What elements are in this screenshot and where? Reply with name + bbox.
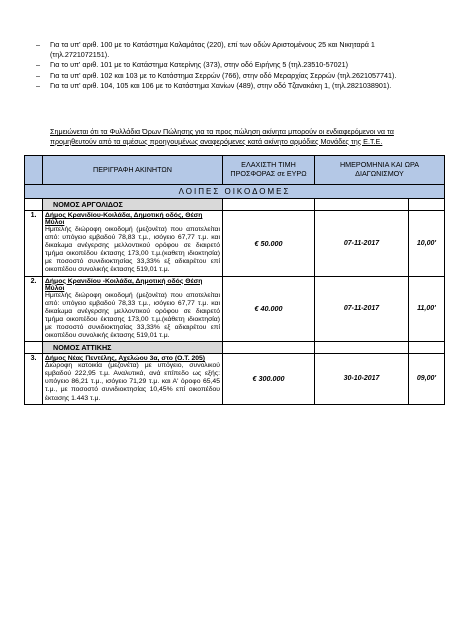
branch-contact-text: Για τα υπ' αριθ. 102 και 103 με το Κατάστημα Σερρών (766), στην οδό Μεραρχίας Σερρών (τηλ.2621057741). [50, 70, 397, 80]
item-price: € 40.000 [223, 276, 315, 342]
item-price: € 300.000 [223, 354, 315, 404]
section-row [25, 185, 445, 199]
item-date: 07-11-2017 [315, 211, 409, 277]
section-title: ΛΟΙΠΕΣ ΟΙΚΟΔΟΜΕΣ [25, 185, 445, 199]
item-date: 30-10-2017 [315, 354, 409, 404]
date-header: ΗΜΕΡΟΜΗΝΙΑ ΚΑΙ ΩΡΑ ΔΙΑΓΩΝΙΣΜΟΥ [315, 156, 445, 185]
table-row [25, 211, 445, 277]
region-row [25, 199, 445, 211]
sales-terms-note: Σημειώνεται ότι τα Φυλλάδια Όρων Πώλησης για τα προς πώληση ακίνητα μπορούν οι ενδιαφερόμενοι να τα προμηθευτούν από τα αμέσως προηγουμένως αναφερόμενες κατά ακίνητο αρμόδιες Μονάδες της Ε.Τ.Ε. [50, 127, 394, 146]
dash-bullet: – [36, 81, 40, 91]
item-description: Ημιτελής διώροφη οικοδομή (μεζονέτα) που αποτελείται από: υπόγειο εμβαδού 78,83 τ.μ., ισόγειο 67,77 τ.μ. και δικαίωμα ανέγερσης μελλοντικού ορόφου σε διαιρετό τμήμα οικοπέδου έκτασης 173,00 τ.μ.(καθετη ιδιοκτησία) με ποσοστό συνιδιοκτησίας 33,33% εξ αδιαιρέτου επί οικοπέδου συνολικής έκτασης 519,01 τ.μ. [45, 226, 220, 274]
item-number: 2. [25, 276, 43, 342]
dash-bullet: – [36, 40, 40, 49]
region-row [25, 342, 445, 354]
property-table [24, 155, 445, 405]
region-title: ΝΟΜΟΣ ΑΡΓΟΛΙΔΟΣ [43, 199, 223, 211]
item-number: 3. [25, 354, 43, 404]
branch-contact-item [36, 71, 426, 81]
table-header-row [25, 156, 445, 185]
region-title: ΝΟΜΟΣ ΑΤΤΙΚΗΣ [43, 342, 223, 354]
table-row [25, 354, 445, 404]
dash-bullet: – [36, 60, 40, 70]
item-description: Διώροφη κατοικία (μεζονέτα) με υπόγειο, συνολικού εμβαδού 222,95 τ.μ. Αναλυτικά, ανά επίπεδο ως εξής: υπόγειο 86,21 τ.μ., ισόγειο 71,29 τ.μ. και Α' όροφο 65,45 τ.μ., με ποσοστό συνιδιοκτησίας 10,45% επί οικοπέδου έκτασης 1.443 τ.μ. [45, 362, 220, 402]
item-description: Ημιτελής διώροφη οικοδομή (μεζονέτα) που αποτελείται από: υπόγειο εμβαδού 78,33 τ.μ., ισόγειο 67,77 τ.μ. και δικαίωμα ανέγερσης μελλοντικού ορόφου σε διαιρετό τμήμα οικοπέδου έκτασης 173,00 τ.μ.(κάθετη ιδιοκτησία) με ποσοστό συνιδιοκτησίας 33,33% εξ αδιαιρέτου επί οικοπέδου συνολικής έκτασης 519,01 τ.μ. [45, 291, 220, 340]
table-row [25, 276, 445, 342]
branch-contact-item [36, 81, 426, 91]
item-description-cell [43, 354, 223, 404]
branch-contact-text: Για τα υπ' αριθ. 100 με το Κατάστημα Καλαμάτας (220), επί των οδών Αριστομένους 25 και Νικηταρά 1 (τηλ.2721072151). [50, 40, 375, 59]
item-description-cell [43, 276, 223, 342]
branch-contact-list [36, 40, 426, 92]
branch-contact-item [36, 60, 426, 70]
item-time: 10,00' [409, 211, 445, 277]
description-header: ΠΕΡΙΓΡΑΦΗ ΑΚΙΝΗΤΩΝ [43, 156, 223, 185]
item-date: 07-11-2017 [315, 276, 409, 342]
item-location: Δήμος Κρανιδίου -Κοιλάδα, Δημοτική οδός Θέση Μύλοι [45, 277, 203, 292]
price-header: ΕΛΑΧΙΣΤΗ ΤΙΜΗ ΠΡΟΣΦΟΡΑΣ σε ΕΥΡΩ [223, 156, 315, 185]
item-price: € 50.000 [223, 211, 315, 277]
branch-contact-text: Για το υπ' αριθ. 101 με το Κατάστημα Κατερίνης (373), στην οδό Ειρήνης 5 (τηλ.23510-57021) [50, 60, 348, 70]
item-location: Δήμος Νέας Πεντέλης, Αχελώου 3α, στο (Ο.Τ. 205) [45, 355, 206, 363]
item-number: 1. [25, 211, 43, 277]
item-description-cell [43, 211, 223, 277]
branch-contact-item [36, 40, 426, 59]
item-time: 09,00' [409, 354, 445, 404]
item-location: Δήμος Κρανιδίου-Κοιλάδα, Δημοτική οδός, Θέση Μύλοι [45, 212, 203, 226]
branch-contact-text: Για τα υπ' αριθ. 104, 105 και 106 με το Κατάστημα Χανίων (489), στην οδό Τζανακάκη 1, (τηλ.2821038901). [50, 81, 392, 91]
dash-bullet: – [36, 70, 40, 80]
item-time: 11,00' [409, 276, 445, 342]
